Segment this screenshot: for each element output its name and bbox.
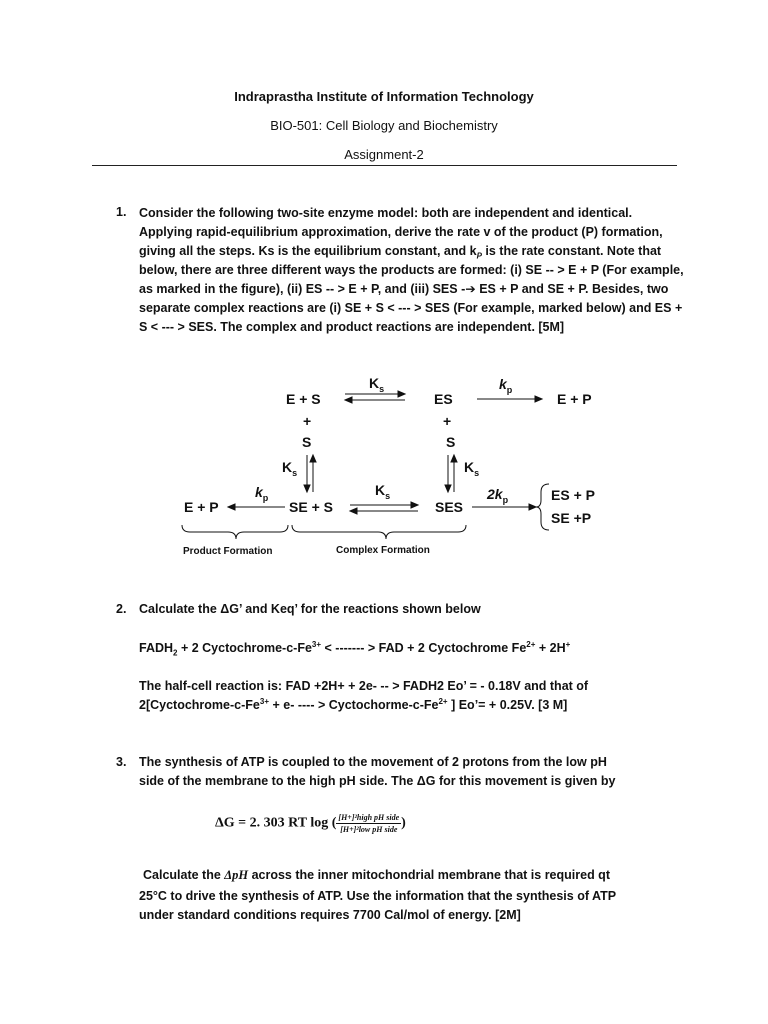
two-kp-label: $2k_p$ xyxy=(487,486,509,505)
se-plus-p-label: SE +P xyxy=(551,510,592,526)
arrowhead xyxy=(529,504,536,510)
arrowhead xyxy=(445,485,451,492)
question-3-line-3: Calculate the ΔpH across the inner mitochondrial membrane that is required qt xyxy=(143,868,610,882)
equation-numerator: [H+]²high pH side xyxy=(338,813,400,822)
question-3-line-1: The synthesis of ATP is coupled to the movement of 2 protons from the low pH xyxy=(139,755,607,769)
question-3-line-2: side of the membrane to the high pH side. The ΔG for this movement is given by xyxy=(139,774,616,788)
e-plus-s-label: E + S xyxy=(286,391,321,407)
institute-title: Indraprastha Institute of Information Technology xyxy=(234,89,534,104)
arrowhead xyxy=(398,391,405,397)
question-2-half-cell-line-2: $2[Cyctochrome-c-Fe^{3+} + e-$ ---- > Cyctochorme-$c-Fe^{2+}$ ] Eo’= + 0.25V. [3 M] xyxy=(139,696,568,712)
arrowhead xyxy=(304,485,310,492)
ks-label-right: $K_s$ xyxy=(464,459,480,478)
kp-label-top: $k_p$ xyxy=(499,376,513,395)
question-1-text: Consider the following two-site enzyme model: both are independent and identical. Applying rapid-equilibrium approximation, derive the rate v of the product (P) formation, giving all the steps. Ks is the equilibrium constant, and $k_P$ is the rate constant. Note that below, there are three different ways the products are formed: (i) SE -- > E + P (For example, as marked in the figure), (ii) ES -- > E + P, and (iii) SES -➔ ES + P and SE + P. Besides, two separate complex reactions are (i) SE + S < --- > SES (For example, marked below) and ES + S < --- > SES. The complex and product reactions are independent. [5M] xyxy=(139,206,684,334)
ks-label-top: $K_s$ xyxy=(369,375,385,394)
es-plus-p-label: ES + P xyxy=(551,487,595,503)
arrowhead xyxy=(350,508,357,514)
e-plus-p-right-label: E + P xyxy=(557,391,592,407)
arrowhead xyxy=(411,502,418,508)
arrowhead xyxy=(310,455,316,462)
arrowhead xyxy=(535,396,542,402)
complex-formation-brace xyxy=(292,525,466,539)
arrowhead xyxy=(345,397,352,403)
ks-label-left: $K_s$ xyxy=(282,459,298,478)
plus-sign-right: + xyxy=(443,413,452,429)
kp-label-bottom: $k_p$ xyxy=(255,484,269,503)
question-2-half-cell-line-1: The half-cell reaction is: FAD +2H+ + 2e- -- > FADH2 Eo’ = - 0.18V and that of xyxy=(139,679,589,693)
product-formation-label: Product Formation xyxy=(183,546,273,557)
question-2-reaction: $FADH_2 + 2$ Cyctochrome-$c-Fe^{3+}$ < ------- > FAD + 2 Cyctochrome $Fe^{2+} + 2H^+$ xyxy=(139,639,571,658)
arrowhead xyxy=(228,504,235,510)
product-formation-brace xyxy=(182,525,288,539)
question-2-title: Calculate the ΔG’ and Keq’ for the reactions shown below xyxy=(139,602,481,616)
assignment-title: Assignment-2 xyxy=(344,147,424,162)
question-3-line-4: 25°C to drive the synthesis of ATP. Use the information that the synthesis of ATP xyxy=(139,889,617,903)
complex-formation-label: Complex Formation xyxy=(336,545,430,556)
plus-sign-left: + xyxy=(303,413,312,429)
question-3-line-5: under standard conditions requires 7700 Cal/mol of energy. [2M] xyxy=(139,908,521,922)
question-1-number: 1. xyxy=(116,205,127,219)
product-curly-brace xyxy=(536,484,549,530)
ks-label-bottom: $K_s$ xyxy=(375,482,391,501)
se-plus-s-label: SE + S xyxy=(289,499,333,515)
s-label-left: S xyxy=(302,434,312,450)
course-title: BIO-501: Cell Biology and Biochemistry xyxy=(270,118,498,133)
question-2-number: 2. xyxy=(116,602,127,616)
e-plus-p-left-label: E + P xyxy=(184,499,219,515)
s-label-right: S xyxy=(446,434,456,450)
question-3-number: 3. xyxy=(116,755,127,769)
equation-denominator: [H+]²low pH side xyxy=(340,825,398,834)
ses-label: SES xyxy=(435,499,464,515)
es-label: ES xyxy=(434,391,453,407)
delta-g-equation: ΔG = 2. 303 RT log ( $\frac{\text{[H+]²high pH side}}{\text{[H+]²low pH side}}$ ) xyxy=(215,813,406,834)
arrowhead xyxy=(451,455,457,462)
